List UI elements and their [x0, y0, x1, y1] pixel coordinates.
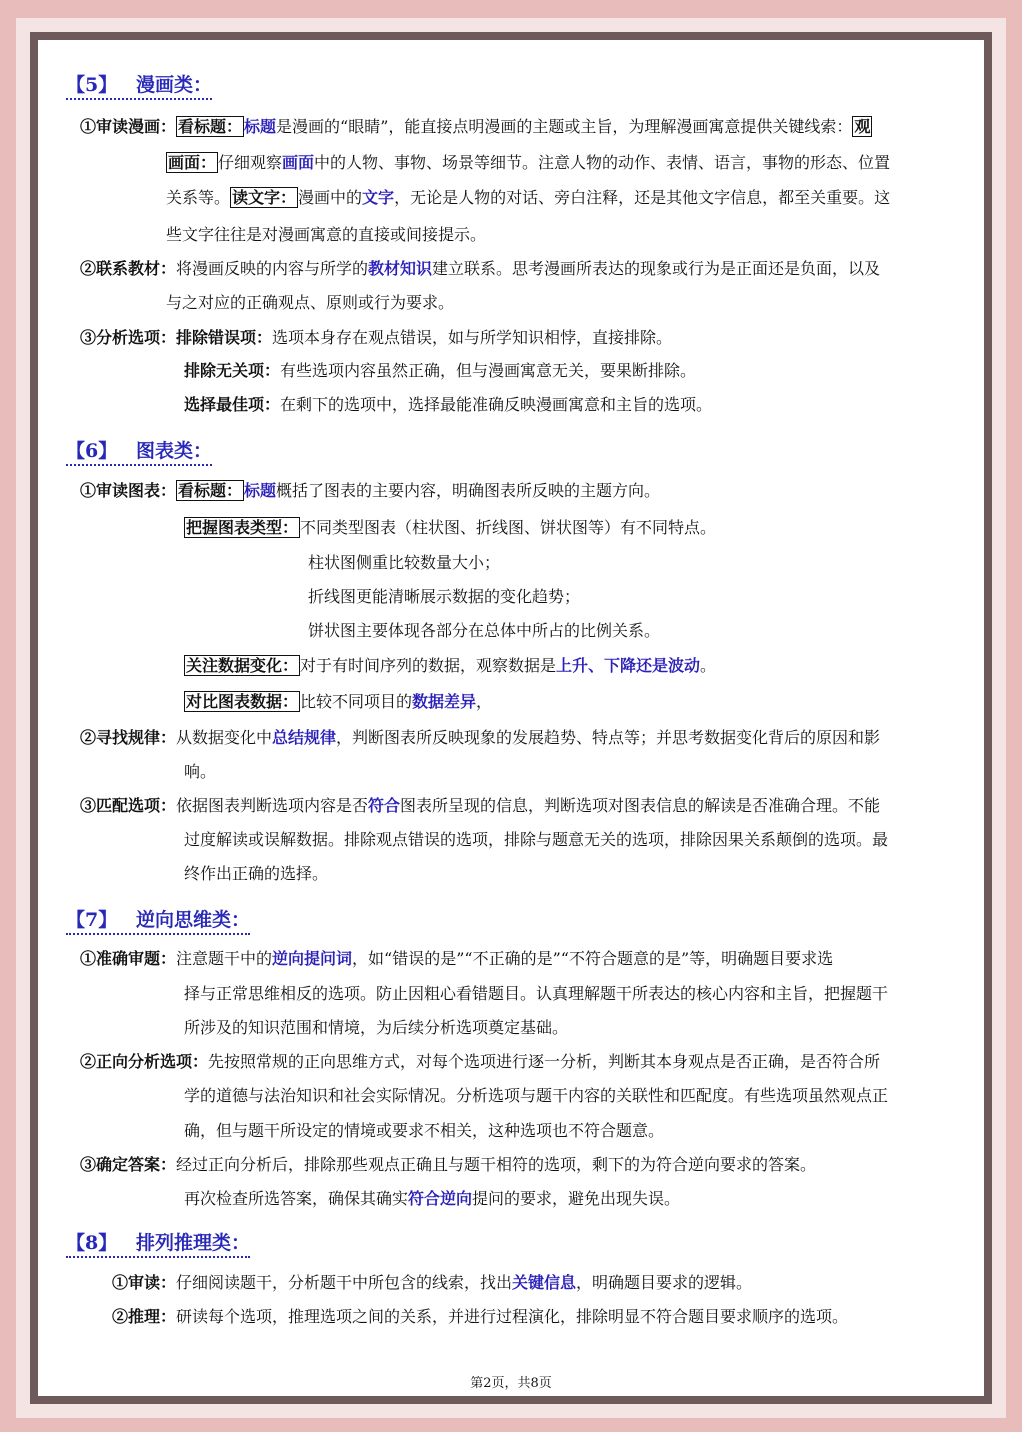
chart-review-line: ①审读图表： 看标题： 标题概括了图表的主要内容，明确图表所反映的主题方向。	[80, 481, 661, 500]
reverse-review-end-line: 所涉及的知识范围和情境，为后续分析选项奠定基础。	[184, 1018, 569, 1037]
comic-link-textbook-cont-line: 与之对应的正确观点、原则或行为要求。	[166, 293, 455, 312]
chart-compare-data-line: 对比图表数据： 比较不同项目的数据差异，	[186, 692, 493, 711]
reverse-forward-analysis-line: ②正向分析选项：先按照常规的正向思维方式，对每个选项进行逐一分析，判断其本身观点是否正确，是否符合所	[80, 1052, 881, 1071]
comic-view-picture-line: 画面： 仔细观察画面中的人物、事物、场景等细节。注意人物的动作、表情、语言，事物的形态、位置	[168, 153, 891, 172]
section-heading-7: 【7】 逆向思维类：	[66, 905, 250, 935]
comic-review-line: ①审读漫画： 看标题： 标题是漫画的“眼睛”，能直接点明漫画的主题或主旨，为理解漫画寓意提供关键线索： 观	[80, 117, 871, 136]
section-heading-5: 【5】 漫画类：	[66, 70, 212, 100]
comic-analyze-options-line: ③分析选项：排除错误项：选项本身存在观点错误，如与所学知识相悖，直接排除。	[80, 328, 673, 347]
chart-find-pattern-cont-line: 响。	[184, 762, 217, 781]
document-content	[38, 40, 984, 1396]
chart-match-options-line: ③匹配选项：依据图表判断选项内容是否符合图表所呈现的信息，判断选项对图表信息的解读是否准确合理。不能	[80, 796, 881, 815]
reverse-forward-analysis-end-line: 确，但与题干所设定的情境或要求不相关，这种选项也不符合题意。	[184, 1121, 665, 1140]
page-number-footer: 第2页，共8页	[470, 1376, 552, 1391]
chart-match-options-end-line: 终作出正确的选择。	[184, 864, 329, 883]
document-page	[38, 40, 984, 1396]
section-heading-8: 【8】 排列推理类：	[66, 1228, 250, 1258]
comic-exclude-irrelevant-line: 排除无关项：有些选项内容虽然正确，但与漫画寓意无关，要果断排除。	[184, 361, 697, 380]
order-review-line: ①审读：仔细阅读题干，分析题干中所包含的线索，找出关键信息，明确题目要求的逻辑。	[112, 1273, 753, 1292]
chart-line-note: 折线图更能清晰展示数据的变化趋势；	[308, 587, 581, 606]
chart-match-options-cont-line: 过度解读或误解数据。排除观点错误的选项，排除与题意无关的选项，排除因果关系颠倒的选项。最	[184, 830, 889, 849]
section-heading-6: 【6】 图表类：	[66, 436, 212, 466]
comic-read-text-line: 关系等。 读文字： 漫画中的文字，无论是人物的对话、旁白注释，还是其他文字信息，都至关重要。这	[166, 188, 891, 207]
reverse-double-check-line: 再次检查所选答案，确保其确实符合逆向提问的要求，避免出现失误。	[184, 1189, 681, 1208]
chart-bar-note: 柱状图侧重比较数量大小；	[308, 553, 501, 572]
chart-type-line: 把握图表类型： 不同类型图表（柱状图、折线图、饼状图等）有不同特点。	[186, 518, 717, 537]
chart-data-change-line: 关注数据变化： 对于有时间序列的数据，观察数据是上升、下降还是波动。	[186, 656, 717, 675]
reverse-determine-answer-line: ③确定答案：经过正向分析后，排除那些观点正确且与题干相符的选项，剩下的为符合逆向要求的答案。	[80, 1155, 817, 1174]
comic-choose-best-line: 选择最佳项：在剩下的选项中，选择最能准确反映漫画寓意和主旨的选项。	[184, 395, 713, 414]
reverse-review-line: ①准确审题：注意题干中的逆向提问词，如“错误的是”“不正确的是”“不符合题意的是”等，明确题目要求选	[80, 949, 834, 968]
order-reasoning-line: ②推理：研读每个选项，推理选项之间的关系，并进行过程演化，排除明显不符合题目要求顺序的选项。	[112, 1307, 849, 1326]
chart-pie-note: 饼状图主要体现各部分在总体中所占的比例关系。	[308, 621, 661, 640]
chart-find-pattern-line: ②寻找规律：从数据变化中总结规律，判断图表所反映现象的发展趋势、特点等；并思考数据变化背后的原因和影	[80, 728, 881, 747]
reverse-forward-analysis-cont-line: 学的道德与法治知识和社会实际情况。分析选项与题干内容的关联性和匹配度。有些选项虽然观点正	[184, 1086, 889, 1105]
comic-link-textbook-line: ②联系教材：将漫画反映的内容与所学的教材知识建立联系。思考漫画所表达的现象或行为是正面还是负面，以及	[80, 259, 881, 278]
comic-text-hint-line: 些文字往往是对漫画寓意的直接或间接提示。	[166, 225, 487, 244]
reverse-review-cont-line: 择与正常思维相反的选项。防止因粗心看错题目。认真理解题干所表达的核心内容和主旨，把握题干	[184, 984, 889, 1003]
